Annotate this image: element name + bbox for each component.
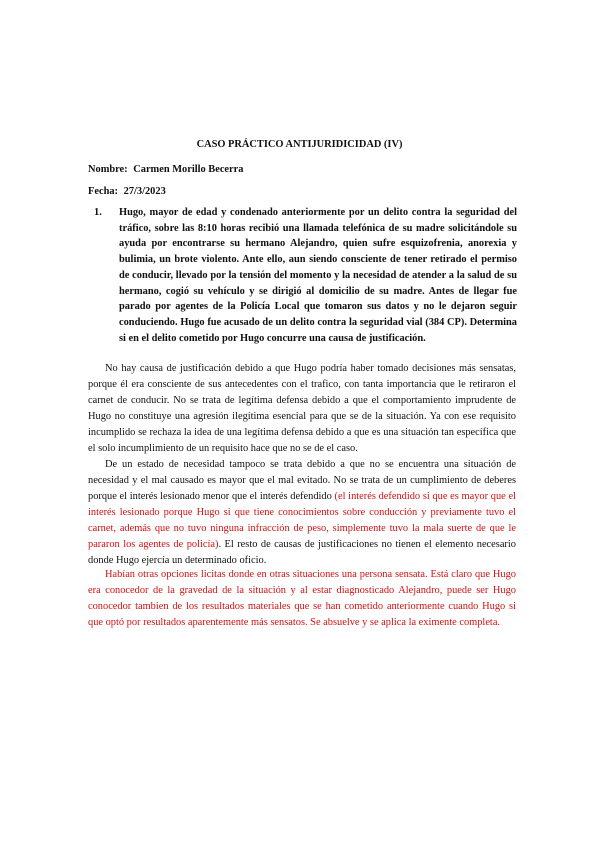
answer-paragraph-3: Habían otras opciones licitas donde en otras situaciones una persona sensata. Está claro que Hugo era conocedor de la gravedad de la situación y al estar diagnosticado Alejandro, puede ser Hugo conocedor tambien de los resultados materiales que se han cometido anteriormente cuando Hugo si que optó por resultados aparentemente más sensatos. Se absuelve y se aplica la eximente completa. [88,569,516,628]
paragraph-2-red-correction: (el interés defendido si que es mayor que el interés lesionado porque Hugo si que tiene conocimientos sobre conducción y previamente tuvo el carnet, además que no tuvo ninguna infracción de peso, simplemente tuvo la mala suerte de que le pararon los agentes de policía) [88,491,516,550]
document-title: CASO PRÁCTICO ANTIJURIDICIDAD (IV) [196,139,403,150]
question-text: Hugo, mayor de edad y condenado anteriormente por un delito contra la seguridad del tráfico, sobre las 8:10 horas recibió una llamada telefónica de su madre solicitándole su ayuda por encontrarse su hermano Alejandro, quien sufre esquizofrenia, anorexia y bulimia, un brote violento. Ante ello, aun siendo consciente de tener retirado el permiso de conducir, llevado por la tensión del momento y la necesidad de atender a la salud de su hermano, cogió su vehículo y se dirigió al domicilio de su madre. Antes de llegar fue parado por agentes de la Policía Local que tomaron sus datos y no le dejaron seguir conduciendo. Hugo fue acusado de un delito contra la seguridad vial (384 CP). Determina si en el delito cometido por Hugo concurre una causa de justificación. [119,207,517,344]
answer-paragraph-1: No hay causa de justificación debido a que Hugo podría haber tomado decisiones más sensatas, porque él era consciente de sus antecedentes con el trafico, con tanta importancia que le retiraron el carnet de conducir. No se trata de legítima defensa debido a que el comportamiento imprudente de Hugo no constituye una agresión ilegítima esencial para que se de la situación. Ya con ese requisito incumplido se rechaza la idea de una legítima defensa debido a que es una situación tan específica que el solo incumplimiento de un requisito hace que no se de el caso. [88,363,516,454]
date-label: Fecha: [88,186,119,197]
name-value: Carmen Morillo Becerra [133,164,244,175]
paragraph-2-text-a: De un estado de necesidad tampoco se trata debido a que no se encuentra una situación de necesidad y el mal causado es mayor que el mal evitado. No se trata de un cumplimiento de deberes porque el interés lesionado menor que el interés defendido [88,459,516,502]
paragraph-2-text-b: . El resto de causas de justificaciones no tienen el elemento necesario donde Hugo ejercía un determinado oficio. [88,539,516,566]
date-line [88,186,166,197]
question-block [94,205,517,346]
answer-paragraph-2 [88,457,516,569]
question-number: 1. [94,207,102,218]
name-line [88,164,243,175]
date-value: 27/3/2023 [123,186,166,197]
name-label: Nombre: [88,164,128,175]
